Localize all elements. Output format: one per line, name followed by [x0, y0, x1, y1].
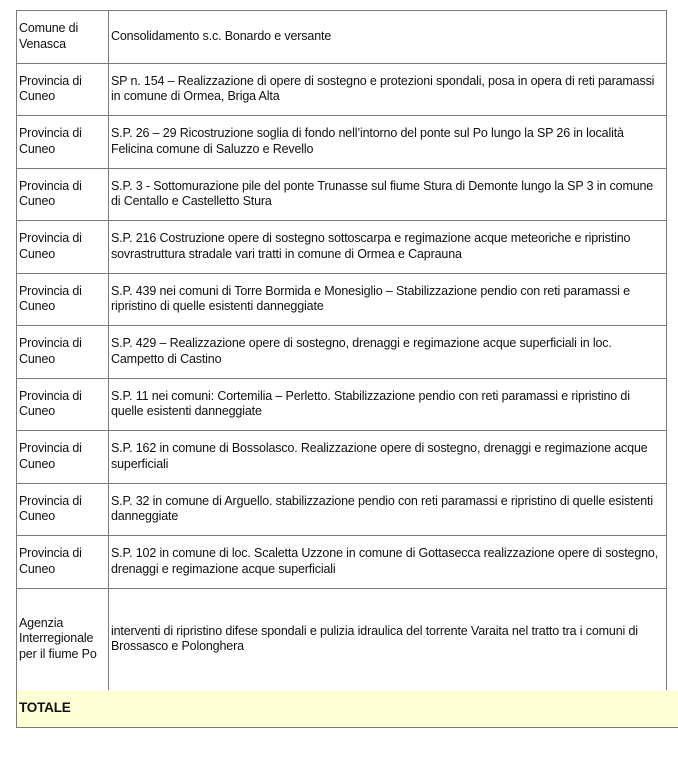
description-cell: S.P. 26 – 29 Ricostruzione soglia di fondo nell’intorno del ponte sul Po lungo la SP 26 in località Felicina comune di Saluzzo e Revello — [109, 116, 667, 169]
description-cell: SP n. 154 – Realizzazione di opere di sostegno e protezioni spondali, posa in opera di reti paramassi in comune di Ormea, Briga Alta — [109, 63, 667, 116]
interventions-table — [16, 10, 667, 691]
entity-cell: Provincia di Cuneo — [17, 536, 109, 589]
table-row — [17, 588, 667, 690]
entity-cell: Agenzia Interregionale per il fiume Po — [17, 588, 109, 690]
description-cell: S.P. 11 nei comuni: Cortemilia – Perletto. Stabilizzazione pendio con reti paramassi e ripristino di quelle esistenti danneggiate — [109, 378, 667, 431]
total-label: TOTALE — [19, 700, 71, 715]
description-cell: S.P. 102 in comune di loc. Scaletta Uzzone in comune di Gottasecca realizzazione opere di sostegno, drenaggi e regimazione acque superficiali — [109, 536, 667, 589]
entity-cell: Provincia di Cuneo — [17, 168, 109, 221]
entity-cell: Provincia di Cuneo — [17, 63, 109, 116]
description-cell: S.P. 439 nei comuni di Torre Bormida e Monesiglio – Stabilizzazione pendio con reti paramassi e ripristino di quelle esistenti danneggiate — [109, 273, 667, 326]
entity-cell: Provincia di Cuneo — [17, 221, 109, 274]
entity-cell: Provincia di Cuneo — [17, 326, 109, 379]
table-row — [17, 536, 667, 589]
total-row — [16, 690, 678, 728]
entity-cell: Provincia di Cuneo — [17, 273, 109, 326]
table-row — [17, 116, 667, 169]
table-row — [17, 483, 667, 536]
description-cell: S.P. 3 - Sottomurazione pile del ponte Trunasse sul fiume Stura di Demonte lungo la SP 3 in comune di Centallo e Castelletto Stura — [109, 168, 667, 221]
entity-cell: Provincia di Cuneo — [17, 378, 109, 431]
entity-cell: Provincia di Cuneo — [17, 431, 109, 484]
table-row — [17, 378, 667, 431]
entity-cell: Provincia di Cuneo — [17, 116, 109, 169]
table-row — [17, 326, 667, 379]
description-cell: S.P. 32 in comune di Arguello. stabilizzazione pendio con reti paramassi e ripristino di quelle esistenti danneggiate — [109, 483, 667, 536]
description-cell: S.P. 216 Costruzione opere di sostegno sottoscarpa e regimazione acque meteoriche e ripristino sovrastruttura stradale vari tratti in comune di Ormea e Caprauna — [109, 221, 667, 274]
description-cell: Consolidamento s.c. Bonardo e versante — [109, 11, 667, 64]
table-row — [17, 11, 667, 64]
table-row — [17, 168, 667, 221]
description-cell: S.P. 162 in comune di Bossolasco. Realizzazione opere di sostegno, drenaggi e regimazione acque superficiali — [109, 431, 667, 484]
table-row — [17, 431, 667, 484]
table-row — [17, 221, 667, 274]
description-cell: interventi di ripristino difese spondali e pulizia idraulica del torrente Varaita nel tratto tra i comuni di Brossasco e Polonghera — [109, 588, 667, 690]
entity-cell: Provincia di Cuneo — [17, 483, 109, 536]
table-row — [17, 63, 667, 116]
table-row — [17, 273, 667, 326]
description-cell: S.P. 429 – Realizzazione opere di sostegno, drenaggi e regimazione acque superficiali in loc. Campetto di Castino — [109, 326, 667, 379]
entity-cell: Comune di Venasca — [17, 11, 109, 64]
